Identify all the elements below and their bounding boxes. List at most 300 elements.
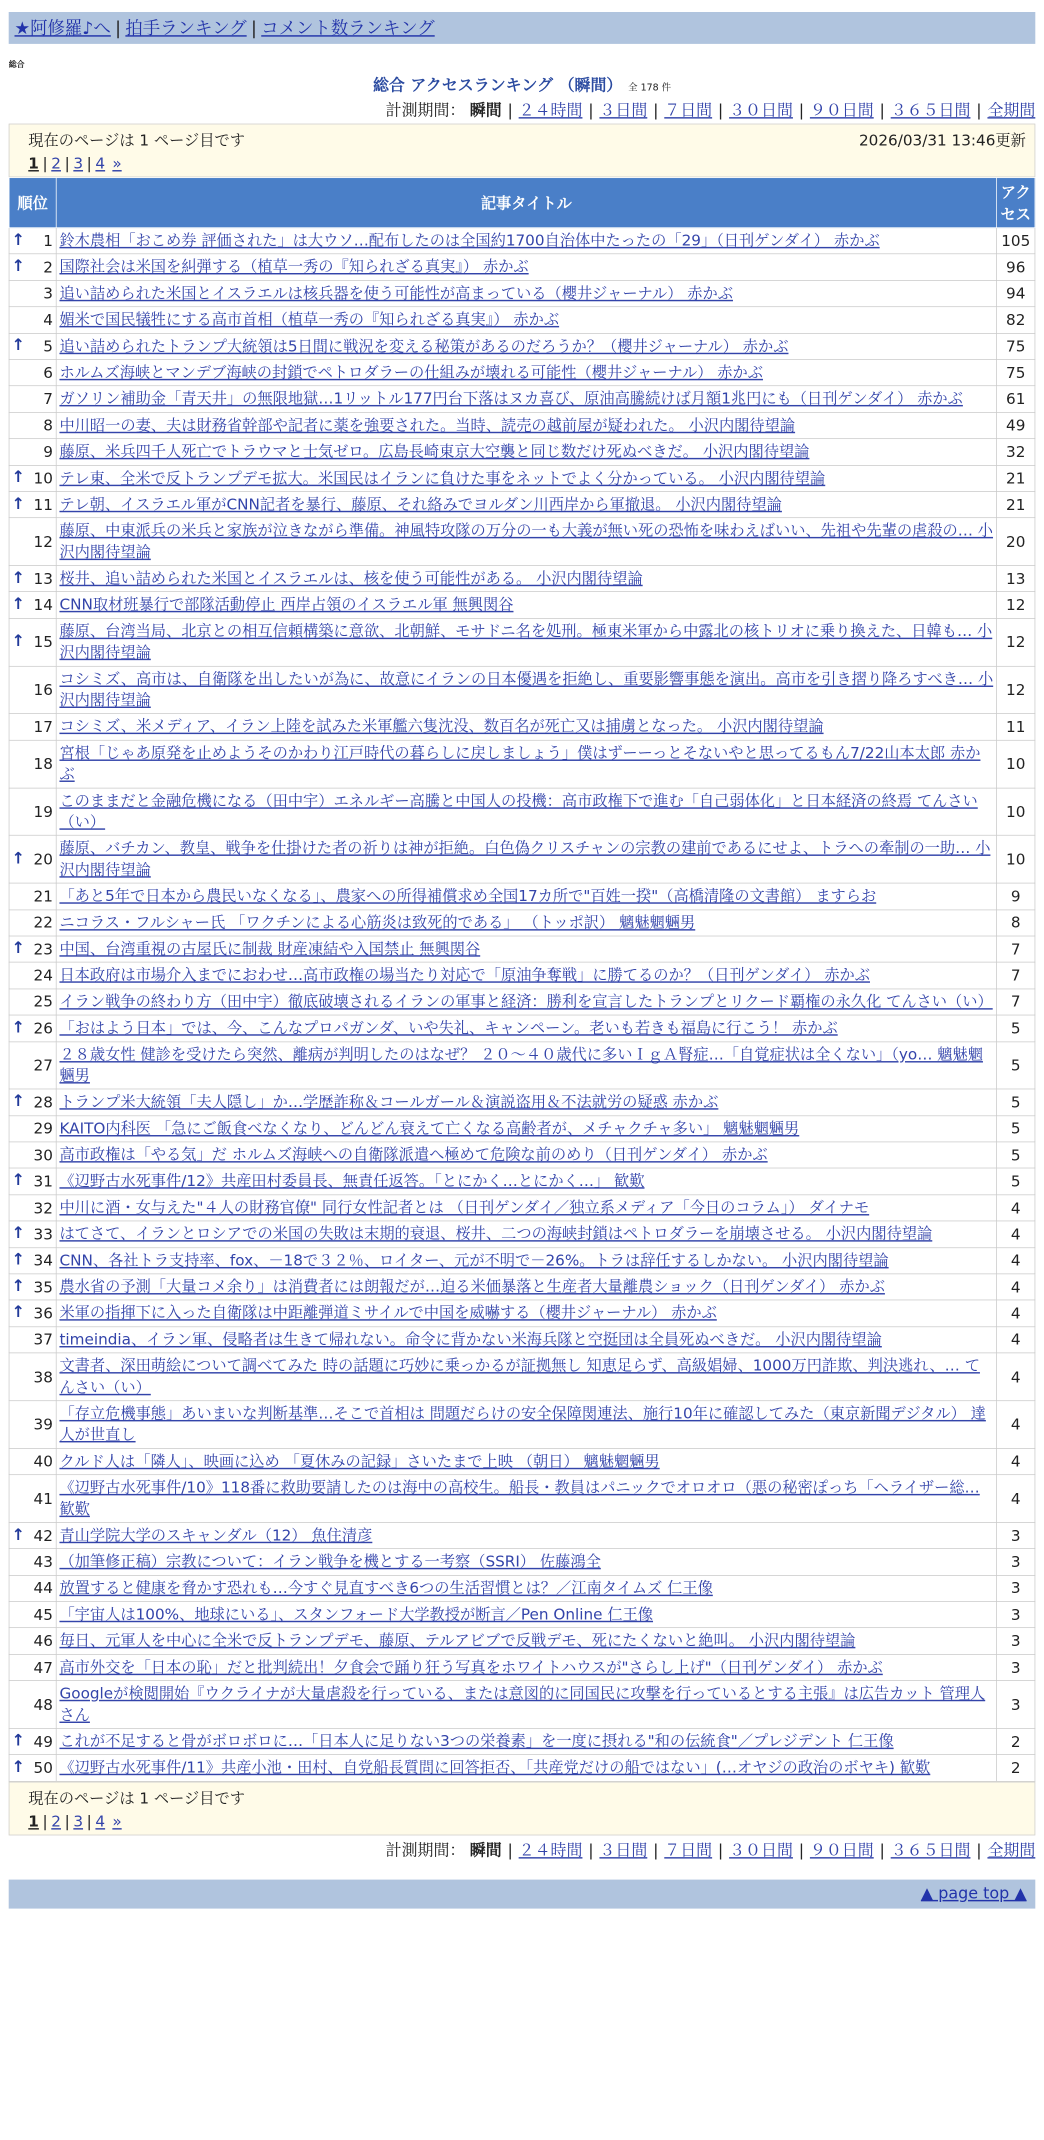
title-cell: [56, 1353, 996, 1401]
rank-cell: [9, 1015, 56, 1041]
rank-cell: [9, 1142, 56, 1168]
table-row: [9, 1300, 1035, 1326]
title-cell: [56, 1549, 996, 1575]
article-link[interactable]: KAITO内科医 「急にご飯食べなくなり、どんどん衰えて亡くなる高齢者が、メチャクチャ多い」 魑魅魍魎男: [59, 1119, 800, 1137]
page-link[interactable]: 3: [73, 154, 84, 173]
rank-number: 27: [33, 1056, 53, 1075]
rank-number: 37: [33, 1331, 53, 1349]
article-link[interactable]: 《辺野古水死事件/10》118番に救助要請したのは海中の高校生。船長・教員はパニックでオロオロ（悪の秘密ぽっち「ヘライザー総… 歓歎: [59, 1478, 980, 1518]
title-cell: [56, 1575, 996, 1601]
title-cell: [56, 1142, 996, 1168]
access-count: 2: [997, 1755, 1035, 1781]
rank-header: 順位: [9, 178, 56, 228]
access-count: 5: [997, 1116, 1035, 1142]
table-row: [9, 1654, 1035, 1680]
rank-up-arrow-icon: ↑: [11, 568, 25, 587]
rank-cell: [9, 333, 56, 359]
article-link[interactable]: コシミズ、高市は、自衛隊を出したいが為に、故意にイランの日本優遇を拒絶し、重要影響事態を演出。高市を引き摺り降ろすべき… 小沢内閣待望論: [59, 670, 994, 709]
table-row: [9, 1628, 1035, 1654]
table-row: [9, 1448, 1035, 1474]
article-link[interactable]: 国際社会は米国を糾弾する（植草一秀の『知られざる真実』） 赤かぶ: [59, 258, 529, 276]
rank-number: 23: [33, 940, 53, 958]
page-separator: |: [64, 154, 70, 173]
access-count: 3: [997, 1575, 1035, 1601]
rank-up-arrow-icon: ↑: [11, 849, 25, 868]
article-link[interactable]: 農水省の予測「大量コメ余り」は消費者には朗報だが…迫る米価暴落と生産者大量離農ショック（日刊ゲンダイ） 赤かぶ: [59, 1277, 885, 1296]
period-links: [502, 102, 1036, 120]
access-count: 10: [997, 740, 1035, 788]
title-cell: [56, 492, 996, 518]
rank-number: 17: [33, 718, 53, 736]
title-cell: [56, 1042, 996, 1090]
table-row: [9, 788, 1035, 836]
table-row: [9, 989, 1035, 1015]
title-cell: [56, 989, 996, 1015]
title-cell: [56, 910, 996, 936]
rank-cell: [9, 254, 56, 280]
article-link[interactable]: CNN、各社トラ支持率、fox、－18で３２％、ロイター、元が不明で－26%。トラは辞任するしかない。 小沢内閣待望論: [59, 1251, 889, 1269]
title-cell: [56, 1654, 996, 1680]
access-count: 7: [997, 936, 1035, 962]
article-link[interactable]: 「あと5年で日本から農民いなくなる」、農家への所得補償求め全国17カ所で"百姓一揆"（高橋清隆の文書館） ますらお: [59, 887, 877, 905]
total-count: 全 178 件: [628, 82, 672, 94]
period-separator: |: [879, 101, 885, 121]
article-link[interactable]: 米軍の指揮下に入った自衛隊は中距離弾道ミサイルで中国を威嚇する（櫻井ジャーナル） 赤かぶ: [59, 1304, 717, 1322]
rank-cell: [9, 1300, 56, 1326]
access-count: 21: [997, 492, 1035, 518]
rank-number: 26: [33, 1019, 53, 1038]
article-link[interactable]: timeindia、イラン軍、侵略者は生きて帰れない。命令に背かない米海兵隊と空挺団は全員死ぬべきだ。 小沢内閣待望論: [59, 1330, 882, 1349]
rank-number: 22: [33, 914, 53, 932]
period-separator: |: [507, 101, 513, 121]
page-link[interactable]: 2: [51, 1812, 61, 1831]
article-link[interactable]: クルド人は「隣人」、映画に込め 「夏休みの記録」さいたまで上映 （朝日） 魑魅魍魎男: [59, 1452, 660, 1470]
article-link[interactable]: 中川に酒・女与えた"４人の財務官僚" 同行女性記者とは （日刊ゲンダイ／独立系メディア「今日のコラム」） ダイナモ: [59, 1198, 870, 1217]
rank-cell: [9, 1274, 56, 1300]
period-link[interactable]: ７日間: [664, 101, 713, 121]
rank-cell: [9, 962, 56, 988]
title-cell: [56, 962, 996, 988]
title-cell: [56, 280, 996, 306]
rank-up-arrow-icon: ↑: [11, 595, 25, 614]
rank-number: 45: [33, 1606, 53, 1624]
page-link[interactable]: »: [112, 1812, 122, 1831]
table-row: [9, 1575, 1035, 1601]
table-row: [9, 1089, 1035, 1115]
page-link[interactable]: »: [112, 154, 122, 173]
rank-cell: [9, 1681, 56, 1729]
rank-number: 32: [33, 1199, 53, 1217]
rank-up-arrow-icon: ↑: [11, 494, 25, 513]
rank-number: 28: [33, 1093, 53, 1112]
article-link[interactable]: ニコラス・フルシャー氏 「ワクチンによる心筋炎は致死的である」 （トッポ訳） 魑魅魍魎男: [59, 913, 696, 931]
access-count: 12: [997, 592, 1035, 618]
period-separator: |: [507, 1841, 513, 1860]
rank-cell: [9, 910, 56, 936]
period-link[interactable]: ３日間: [599, 1841, 648, 1860]
title-cell: [56, 1168, 996, 1194]
rank-number: 1: [43, 232, 53, 250]
current-page-text: 現在のページは 1 ページ目です: [28, 1789, 245, 1807]
rank-cell: [9, 1728, 56, 1754]
access-header: アクセス: [997, 178, 1035, 228]
access-count: 82: [997, 307, 1035, 333]
access-count: 96: [997, 254, 1035, 280]
period-link[interactable]: ２４時間: [518, 101, 583, 121]
period-separator: |: [879, 1841, 885, 1860]
table-row: [9, 307, 1035, 333]
page-link[interactable]: 2: [51, 154, 61, 173]
rank-number: 34: [33, 1251, 53, 1270]
rank-up-arrow-icon: ↑: [11, 1018, 25, 1037]
rank-number: 11: [33, 496, 53, 514]
period-link[interactable]: ３０日間: [729, 101, 793, 121]
title-cell: [56, 1089, 996, 1115]
title-cell: [56, 228, 996, 254]
article-link[interactable]: 文書者、深田萌絵について調べてみた 時の話題に巧妙に乗っかるが証拠無し 知恵足らず、高級娼婦、1000万円詐欺、判決逃れ、… てんさい（い）: [59, 1357, 980, 1396]
rank-up-arrow-icon: ↑: [11, 257, 25, 276]
home-link[interactable]: ★阿修羅♪へ: [14, 17, 111, 39]
title-cell: [56, 1195, 996, 1221]
rank-number: 35: [33, 1278, 53, 1296]
rank-cell: [9, 1654, 56, 1680]
rank-cell: [9, 788, 56, 836]
table-row: [9, 1522, 1035, 1548]
access-count: 5: [997, 1142, 1035, 1168]
article-link[interactable]: 中国、台湾重視の古屋氏に制裁 財産凍結や入国禁止 無興関谷: [59, 939, 481, 958]
table-row: [9, 254, 1035, 280]
period-separator: |: [976, 101, 982, 121]
article-link[interactable]: 日本政府は市場介入までにおわせ…高市政権の場当たり対応で「原油争奪戦」に勝てるのか？（日刊ゲンダイ） 赤かぶ: [59, 966, 870, 984]
article-link[interactable]: 追い詰められたトランプ大統領は5日間に戦況を変える秘策があるのだろうか？（櫻井ジャーナル） 赤かぶ: [59, 337, 789, 355]
rank-number: 47: [33, 1658, 53, 1677]
table-row: [9, 592, 1035, 618]
period-link[interactable]: ９０日間: [809, 101, 874, 121]
table-row: [9, 1221, 1035, 1247]
period-separator: |: [653, 1841, 659, 1860]
title-cell: [56, 666, 996, 714]
article-link[interactable]: はてさて、イランとロシアでの米国の失敗は末期的衰退、桜井、二つの海峡封鎖はペトロダラーを崩壊させる。 小沢内閣待望論: [59, 1225, 933, 1243]
rank-cell: [9, 592, 56, 618]
access-count: 5: [997, 1042, 1035, 1090]
access-count: 13: [997, 566, 1035, 592]
rank-cell: [9, 1247, 56, 1273]
access-count: 12: [997, 666, 1035, 714]
rank-up-arrow-icon: ↑: [11, 230, 25, 250]
article-link[interactable]: 毎日、元軍人を中心に全米で反トランプデモ、藤原、テルアビブで反戦デモ、死にたくないと絶叫。 小沢内閣待望論: [59, 1632, 856, 1650]
table-row: [9, 1168, 1035, 1194]
rank-number: 8: [43, 416, 53, 435]
title-cell: [56, 714, 996, 740]
title-cell: [56, 788, 996, 836]
rank-cell: [9, 1168, 56, 1194]
article-link[interactable]: 《辺野古水死事件/11》共産小池・田村、自党船長質問に回答拒否、「共産党だけの船ではない」(…オヤジの政治のボヤキ) 歓歎: [59, 1758, 931, 1777]
updated-time: 2026/03/31 13:46更新: [858, 131, 1026, 150]
period-link[interactable]: ２４時間: [518, 1841, 583, 1860]
title-cell: [56, 740, 996, 788]
rank-cell: [9, 836, 56, 884]
table-row: [9, 1728, 1035, 1754]
article-link[interactable]: 宮根「じゃあ原発を止めようそのかわり江戸時代の暮らしに戻しましょう」僕はずーーっとそないやと思ってるもん7/22山本太郎 赤かぶ: [59, 744, 981, 783]
period-label: 計測期間：: [385, 1841, 466, 1860]
period-current: 瞬間: [469, 1841, 502, 1860]
rank-cell: [9, 1221, 56, 1247]
period-link[interactable]: 全期間: [987, 101, 1036, 121]
rank-cell: [9, 1089, 56, 1115]
rank-number: 43: [33, 1553, 53, 1571]
rank-number: 4: [43, 311, 53, 329]
article-link[interactable]: イラン戦争の終わり方（田中宇）徹底破壊されるイランの軍事と経済：勝利を宣言したトランプとリクード覇権の永久化 てんさい（い）: [59, 992, 993, 1011]
title-cell: [56, 1401, 996, 1449]
table-row: [9, 1681, 1035, 1729]
rank-cell: [9, 714, 56, 740]
rank-number: 31: [33, 1172, 53, 1191]
article-link[interactable]: 《辺野古水死事件/12》共産田村委員長、無責任返答。「とにかく…とにかく…」 歓歎: [59, 1172, 645, 1190]
rank-number: 20: [33, 850, 53, 869]
rank-cell: [9, 412, 56, 438]
access-count: 3: [997, 1602, 1035, 1628]
table-row: [9, 714, 1035, 740]
page-link[interactable]: 4: [95, 154, 106, 173]
rank-cell: [9, 1401, 56, 1449]
period-selector-top: [9, 98, 1036, 120]
article-link[interactable]: 「宇宙人は100%、地球にいる」、スタンフォード大学教授が断言／Pen Online 仁王像: [59, 1605, 654, 1624]
footer-bar: [9, 1879, 1036, 1908]
table-row: [9, 1401, 1035, 1449]
article-link[interactable]: ガソリン補助金「青天井」の無限地獄…1リットル177円台下落はヌカ喜び、原油高騰続けば月額1兆円にも（日刊ゲンダイ） 赤かぶ: [59, 389, 963, 408]
article-link[interactable]: 中川昭一の妻、夫は財務省幹部や記者に薬を強要された。当時、読売の越前屋が疑われた。 小沢内閣待望論: [59, 416, 796, 434]
title-cell: [56, 386, 996, 412]
table-row: [9, 1015, 1035, 1041]
rank-up-arrow-icon: ↑: [11, 1171, 25, 1190]
title-cell: [56, 618, 996, 666]
article-link[interactable]: 追い詰められた米国とイスラエルは核兵器を使う可能性が高まっている（櫻井ジャーナル） 赤かぶ: [59, 284, 733, 302]
article-link[interactable]: 藤原、バチカン、教皇、戦争を仕掛けた者の祈りは神が拒絶。白色偽クリスチャンの宗教の建前であるにせよ、トラへの牽制の一助… 小沢内閣待望論: [59, 839, 991, 879]
period-link[interactable]: 全期間: [987, 1841, 1036, 1860]
rank-cell: [9, 1575, 56, 1601]
table-row: [9, 1475, 1035, 1523]
rank-up-arrow-icon: ↑: [11, 939, 25, 958]
period-current: 瞬間: [469, 101, 502, 121]
period-link[interactable]: ７日間: [664, 1841, 713, 1860]
access-count: 4: [997, 1448, 1035, 1474]
rank-up-arrow-icon: ↑: [11, 632, 25, 651]
ranking-table: [9, 177, 1036, 1781]
article-link[interactable]: 高市政権は「やる気」だ ホルムズ海峡への自衛隊派遣へ極めて危険な前のめり（日刊ゲンダイ） 赤かぶ: [59, 1145, 768, 1164]
article-link[interactable]: テレ朝、イスラエル軍がCNN記者を暴行、藤原、それ絡みでヨルダン川西岸から軍撤退。 小沢内閣待望論: [59, 495, 782, 513]
table-row: [9, 740, 1035, 788]
article-link[interactable]: 媚米で国民犠牲にする高市首相（植草一秀の『知られざる真実』） 赤かぶ: [59, 310, 560, 329]
table-row: [9, 465, 1035, 491]
access-count: 3: [997, 1628, 1035, 1654]
rank-cell: [9, 1755, 56, 1781]
article-link[interactable]: トランプ米大統領「夫人隠し」か…学歴詐称＆コールガール＆演説盗用＆不法就労の疑惑 赤かぶ: [59, 1093, 719, 1111]
rank-cell: [9, 307, 56, 333]
period-separator: |: [717, 101, 724, 121]
rank-cell: [9, 386, 56, 412]
rank-cell: [9, 465, 56, 491]
rank-cell: [9, 1042, 56, 1090]
article-link[interactable]: これが不足すると骨がボロボロに…「日本人に足りない3つの栄養素」を一度に摂れる"和の伝統食"／プレジデント 仁王像: [59, 1732, 894, 1750]
rank-number: 15: [33, 633, 53, 651]
rank-cell: [9, 1327, 56, 1353]
rank-cell: [9, 439, 56, 465]
title-cell: [56, 439, 996, 465]
period-link[interactable]: ３６５日間: [890, 1841, 971, 1860]
access-count: 5: [997, 1168, 1035, 1194]
period-link[interactable]: ９０日間: [809, 1841, 874, 1860]
table-row: [9, 1549, 1035, 1575]
rank-cell: [9, 1475, 56, 1523]
rank-cell: [9, 1522, 56, 1548]
title-cell: [56, 836, 996, 884]
access-count: 94: [997, 280, 1035, 306]
table-row: [9, 1755, 1035, 1781]
rank-cell: [9, 1195, 56, 1221]
rank-number: 24: [33, 966, 53, 985]
rank-number: 16: [33, 681, 53, 699]
article-link[interactable]: 青山学院大学のスキャンダル（12） 魚住清彦: [59, 1526, 373, 1544]
rank-up-arrow-icon: ↑: [11, 468, 25, 487]
table-row: [9, 386, 1035, 412]
pagination-top: [9, 124, 1036, 178]
rank-number: 48: [33, 1695, 53, 1714]
rank-cell: [9, 1602, 56, 1628]
clap-ranking-link[interactable]: 拍手ランキング: [125, 17, 247, 39]
rank-cell: [9, 1116, 56, 1142]
nav-separator: |: [115, 17, 122, 39]
rank-cell: [9, 518, 56, 566]
article-link[interactable]: 藤原、台湾当局、北京との相互信頼構築に意欲、北朝鮮、モサドニ名を処刑。極東米軍から中露北の核トリオに乗り換えた、日韓も… 小沢内閣待望論: [59, 622, 993, 662]
article-link[interactable]: CNN取材班暴行で部隊活動停止 西岸占領のイスラエル軍 無興関谷: [59, 595, 514, 614]
title-cell: [56, 1221, 996, 1247]
ranking-body: [9, 228, 1035, 1782]
page-top-link[interactable]: ▲ page top ▲: [920, 1884, 1027, 1903]
page-link[interactable]: 3: [73, 1812, 84, 1831]
page-link[interactable]: 4: [95, 1812, 106, 1831]
table-row: [9, 883, 1035, 909]
table-row: [9, 618, 1035, 666]
period-link[interactable]: ３６５日間: [890, 101, 971, 121]
article-link[interactable]: 藤原、米兵四千人死亡でトラウマと士気ゼロ。広島長崎東京大空襲と同じ数だけ死ぬべきだ。 小沢内閣待望論: [59, 442, 810, 461]
rank-cell: [9, 936, 56, 962]
access-count: 4: [997, 1475, 1035, 1523]
rank-up-arrow-icon: ↑: [11, 1277, 25, 1296]
rank-number: 18: [33, 755, 53, 773]
period-separator: |: [588, 1841, 594, 1860]
table-row: [9, 836, 1035, 884]
period-separator: |: [798, 101, 805, 121]
table-row: [9, 412, 1035, 438]
rank-cell: [9, 883, 56, 909]
article-link[interactable]: コシミズ、米メディア、イラン上陸を試みた米軍艦六隻沈没、数百名が死亡又は捕虜となった。 小沢内閣待望論: [59, 717, 824, 736]
article-link[interactable]: テレ東、全米で反トランプデモ拡大。米国民はイランに負けた事をネットでよく分かっている。 小沢内閣待望論: [59, 469, 826, 487]
article-link[interactable]: 「存立危機事態」あいまいな判断基準…そこで首相は 問題だらけの安全保障関連法、施行10年に確認してみた（東京新聞デジタル） 達人が世直し: [59, 1404, 986, 1444]
nav-separator: |: [251, 17, 257, 39]
table-row: [9, 962, 1035, 988]
rank-number: 41: [33, 1489, 53, 1508]
rank-number: 46: [33, 1632, 53, 1650]
access-count: 4: [997, 1401, 1035, 1449]
table-row: [9, 1247, 1035, 1273]
article-link[interactable]: 放置すると健康を脅かす恐れも…今すぐ見直すべき6つの生活習慣とは？／江南タイムズ 仁王像: [59, 1579, 713, 1597]
table-row: [9, 1274, 1035, 1300]
rank-number: 50: [33, 1759, 53, 1777]
access-count: 4: [997, 1274, 1035, 1300]
rank-number: 7: [43, 390, 53, 408]
rank-number: 13: [33, 570, 53, 588]
table-row: [9, 1602, 1035, 1628]
rank-cell: [9, 1628, 56, 1654]
article-link[interactable]: 桜井、追い詰められた米国とイスラエルは、核を使う可能性がある。 小沢内閣待望論: [59, 569, 643, 587]
article-link[interactable]: 高市外交を「日本の恥」だと批判続出！夕食会で踊り狂う写真をホワイトハウスが"さらし上げ"（日刊ゲンダイ） 赤かぶ: [59, 1658, 883, 1676]
rank-number: 42: [33, 1526, 53, 1545]
title-cell: [56, 566, 996, 592]
rank-cell: [9, 989, 56, 1015]
rank-cell: [9, 228, 56, 254]
title-cell: [56, 1728, 996, 1754]
period-separator: |: [653, 101, 659, 121]
rank-cell: [9, 360, 56, 386]
rank-number: 9: [43, 443, 53, 461]
table-row: [9, 1353, 1035, 1401]
title-cell: [56, 1681, 996, 1729]
title-header: 記事タイトル: [56, 178, 996, 228]
article-link[interactable]: ホルムズ海峡とマンデブ海峡の封鎖でペトロダラーの仕組みが壊れる可能性（櫻井ジャーナル） 赤かぶ: [59, 363, 763, 381]
article-link[interactable]: ２８歳女性 健診を受けたら突然、離病が判明したのはなぜ？ ２０～４０歳代に多いＩｇＡ腎症…「自覚症状は全くない」（yo… 魑魅魍魎男: [59, 1045, 983, 1085]
title-cell: [56, 518, 996, 566]
page-separator: |: [64, 1812, 70, 1831]
title-cell: [56, 412, 996, 438]
access-count: 20: [997, 518, 1035, 566]
title-cell: [56, 1247, 996, 1273]
rank-up-arrow-icon: ↑: [11, 1731, 25, 1750]
article-link[interactable]: 藤原、中東派兵の米兵と家族が泣きながら準備。神風特攻隊の万分の一も大義が無い死の恐怖を味わえばいい、先祖や先輩の虐殺の… 小沢内閣待望論: [59, 521, 994, 561]
article-link[interactable]: 鈴木農相「おこめ券 評価された」は大ウソ…配布したのは全国約1700自治体中たったの「29」（日刊ゲンダイ） 赤かぶ: [59, 231, 880, 250]
access-count: 49: [997, 412, 1035, 438]
rank-cell: [9, 492, 56, 518]
article-link[interactable]: 「おはよう日本」では、今、こんなプロパガンダ、いや失礼、キャンペーン。老いも若きも福島に行こう！ 赤かぶ: [59, 1019, 838, 1037]
title-cell: [56, 333, 996, 359]
period-link[interactable]: ３日間: [599, 101, 648, 121]
page-title-row: [9, 73, 1036, 95]
access-count: 4: [997, 1353, 1035, 1401]
article-link[interactable]: このままだと金融危機になる（田中宇）エネルギー高騰と中国人の投機：高市政権下で進む「自己弱体化」と日本経済の終焉 てんさい（い）: [59, 791, 978, 831]
access-count: 7: [997, 989, 1035, 1015]
article-link[interactable]: Googleが検閲開始『ウクライナが大量虐殺を行っている、または意図的に同国民に攻撃を行っているとする主張』は広告カット 管理人さん: [59, 1684, 986, 1724]
title-cell: [56, 465, 996, 491]
rank-number: 5: [43, 337, 53, 356]
rank-number: 3: [43, 284, 53, 303]
rank-number: 12: [33, 533, 53, 551]
rank-number: 19: [33, 802, 53, 821]
period-separator: |: [798, 1841, 805, 1860]
rank-up-arrow-icon: ↑: [11, 336, 25, 355]
access-count: 12: [997, 618, 1035, 666]
period-link[interactable]: ３０日間: [729, 1841, 793, 1860]
access-count: 7: [997, 962, 1035, 988]
rank-number: 25: [33, 993, 53, 1011]
table-row: [9, 566, 1035, 592]
article-link[interactable]: （加筆修正稿）宗教について：イラン戦争を機とする一考察（SSRI） 佐藤鴻全: [59, 1552, 601, 1571]
access-count: 5: [997, 1015, 1035, 1041]
comment-ranking-link[interactable]: コメント数ランキング: [261, 17, 435, 39]
period-separator: |: [588, 101, 594, 121]
table-row: [9, 910, 1035, 936]
rank-number: 21: [33, 887, 53, 906]
rank-number: 33: [33, 1225, 53, 1243]
rank-cell: [9, 1448, 56, 1474]
